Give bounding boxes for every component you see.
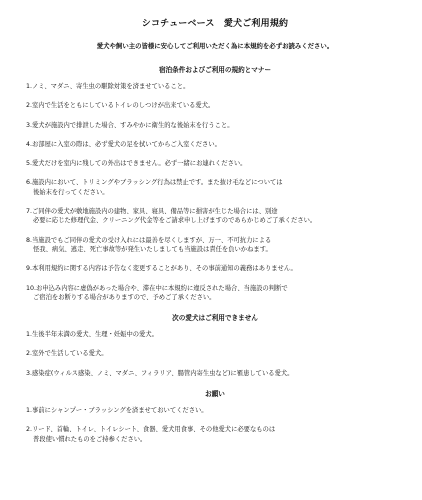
list-item: [26, 82, 404, 91]
item-line: 10.お申込み内容に虚偽があった場合や、滞在中に本規約に違反された場合、当施設の判断で: [26, 284, 288, 292]
restrictions-list: [26, 330, 404, 378]
section-heading: 宿泊条件およびご利用の規約とマナー: [158, 66, 272, 74]
list-item: [26, 425, 404, 444]
section-requests: [26, 388, 404, 444]
item-line: 6.施設内において、トリミングやブラッシング行為は禁止です。また抜け毛などについては: [26, 179, 283, 187]
list-item: [26, 140, 404, 149]
list-item: [26, 207, 404, 226]
item-line: 8.当施設でもご同伴の愛犬の受け入れには最善を尽くしますが、万一、不可抗力による: [26, 236, 272, 244]
item-line: 5.愛犬だけを室内に残しての外出はできません。必ず一緒にお連れください。: [26, 160, 247, 168]
item-line: 7.ご同伴の愛犬が敷地施設内の建物、家具、寝具、備品等に損害が生じた場合には、別途: [26, 208, 278, 216]
item-line-continued: 普段使い慣れたものをご持参ください。: [33, 435, 147, 443]
list-item: [26, 101, 404, 110]
list-item: [26, 284, 404, 303]
list-item: [26, 178, 404, 197]
section-heading: 次の愛犬はご利用できません: [172, 314, 258, 323]
item-line: 1.生後半年未満の愛犬、生理・妊娠中の愛犬。: [26, 331, 158, 339]
list-item: [26, 159, 404, 168]
item-line-continued: ご宿泊をお断りする場合がありますので、予めご了承ください。: [33, 293, 216, 301]
list-item: [26, 121, 404, 130]
item-line: 2.室外で生活している愛犬。: [26, 350, 108, 358]
item-line: 1.事前にシャンプー・ブラッシングを済ませておいてください。: [26, 407, 208, 415]
rules-list: [26, 82, 404, 302]
section-rules: [26, 64, 404, 302]
document-title: シコチューベース 愛犬ご利用規約: [141, 19, 289, 29]
item-line: 2.室内で生活をともにしているトイレのしつけが出来ている愛犬。: [26, 102, 215, 110]
section-restrictions: [26, 312, 404, 378]
list-item: [26, 264, 404, 273]
list-item: [26, 349, 404, 358]
list-item: [26, 236, 404, 255]
requests-list: [26, 406, 404, 444]
item-line: 9.本利用規約に関する内容は予告なく変更することがあり、その事前通知の義務はありません。: [26, 265, 297, 273]
item-line-continued: 怪我、病気、逃走、死亡事故等が発生いたしましても当施設は責任を負いかねます。: [33, 245, 272, 253]
section-heading: お願い: [205, 390, 225, 399]
item-line: 4.お部屋に入室の際は、必ず愛犬の足を拭いてからご入室ください。: [26, 140, 221, 148]
item-line-continued: 後始末を行ってください。: [33, 188, 109, 196]
list-item: [26, 406, 404, 415]
item-line-continued: 必要に応じた修理代金、クリーニング代金等をご請求申し上げますのであらかじめご了承ください。: [33, 217, 317, 225]
list-item: [26, 330, 404, 339]
list-item: [26, 369, 404, 378]
item-line: 3.感染症(ウィルス感染、ノミ、マダニ、フィラリア、腸管内寄生虫など)に罹患している愛犬。: [26, 369, 294, 377]
item-line: 2.リード、首輪、トイレ、トイレシート、食器、愛犬用食事、その他愛犬に必要なものは: [26, 426, 276, 434]
intro-text: 愛犬や飼い主の皆様に安心してご利用いただく為に本規約を必ずお読みください。: [96, 42, 334, 50]
item-line: 3.愛犬が施設内で排泄した場合、すみやかに衛生的な後始末を行うこと。: [26, 121, 234, 129]
item-line: 1.ノミ、マダニ、寄生虫の駆除対策を済ませていること。: [26, 83, 190, 90]
